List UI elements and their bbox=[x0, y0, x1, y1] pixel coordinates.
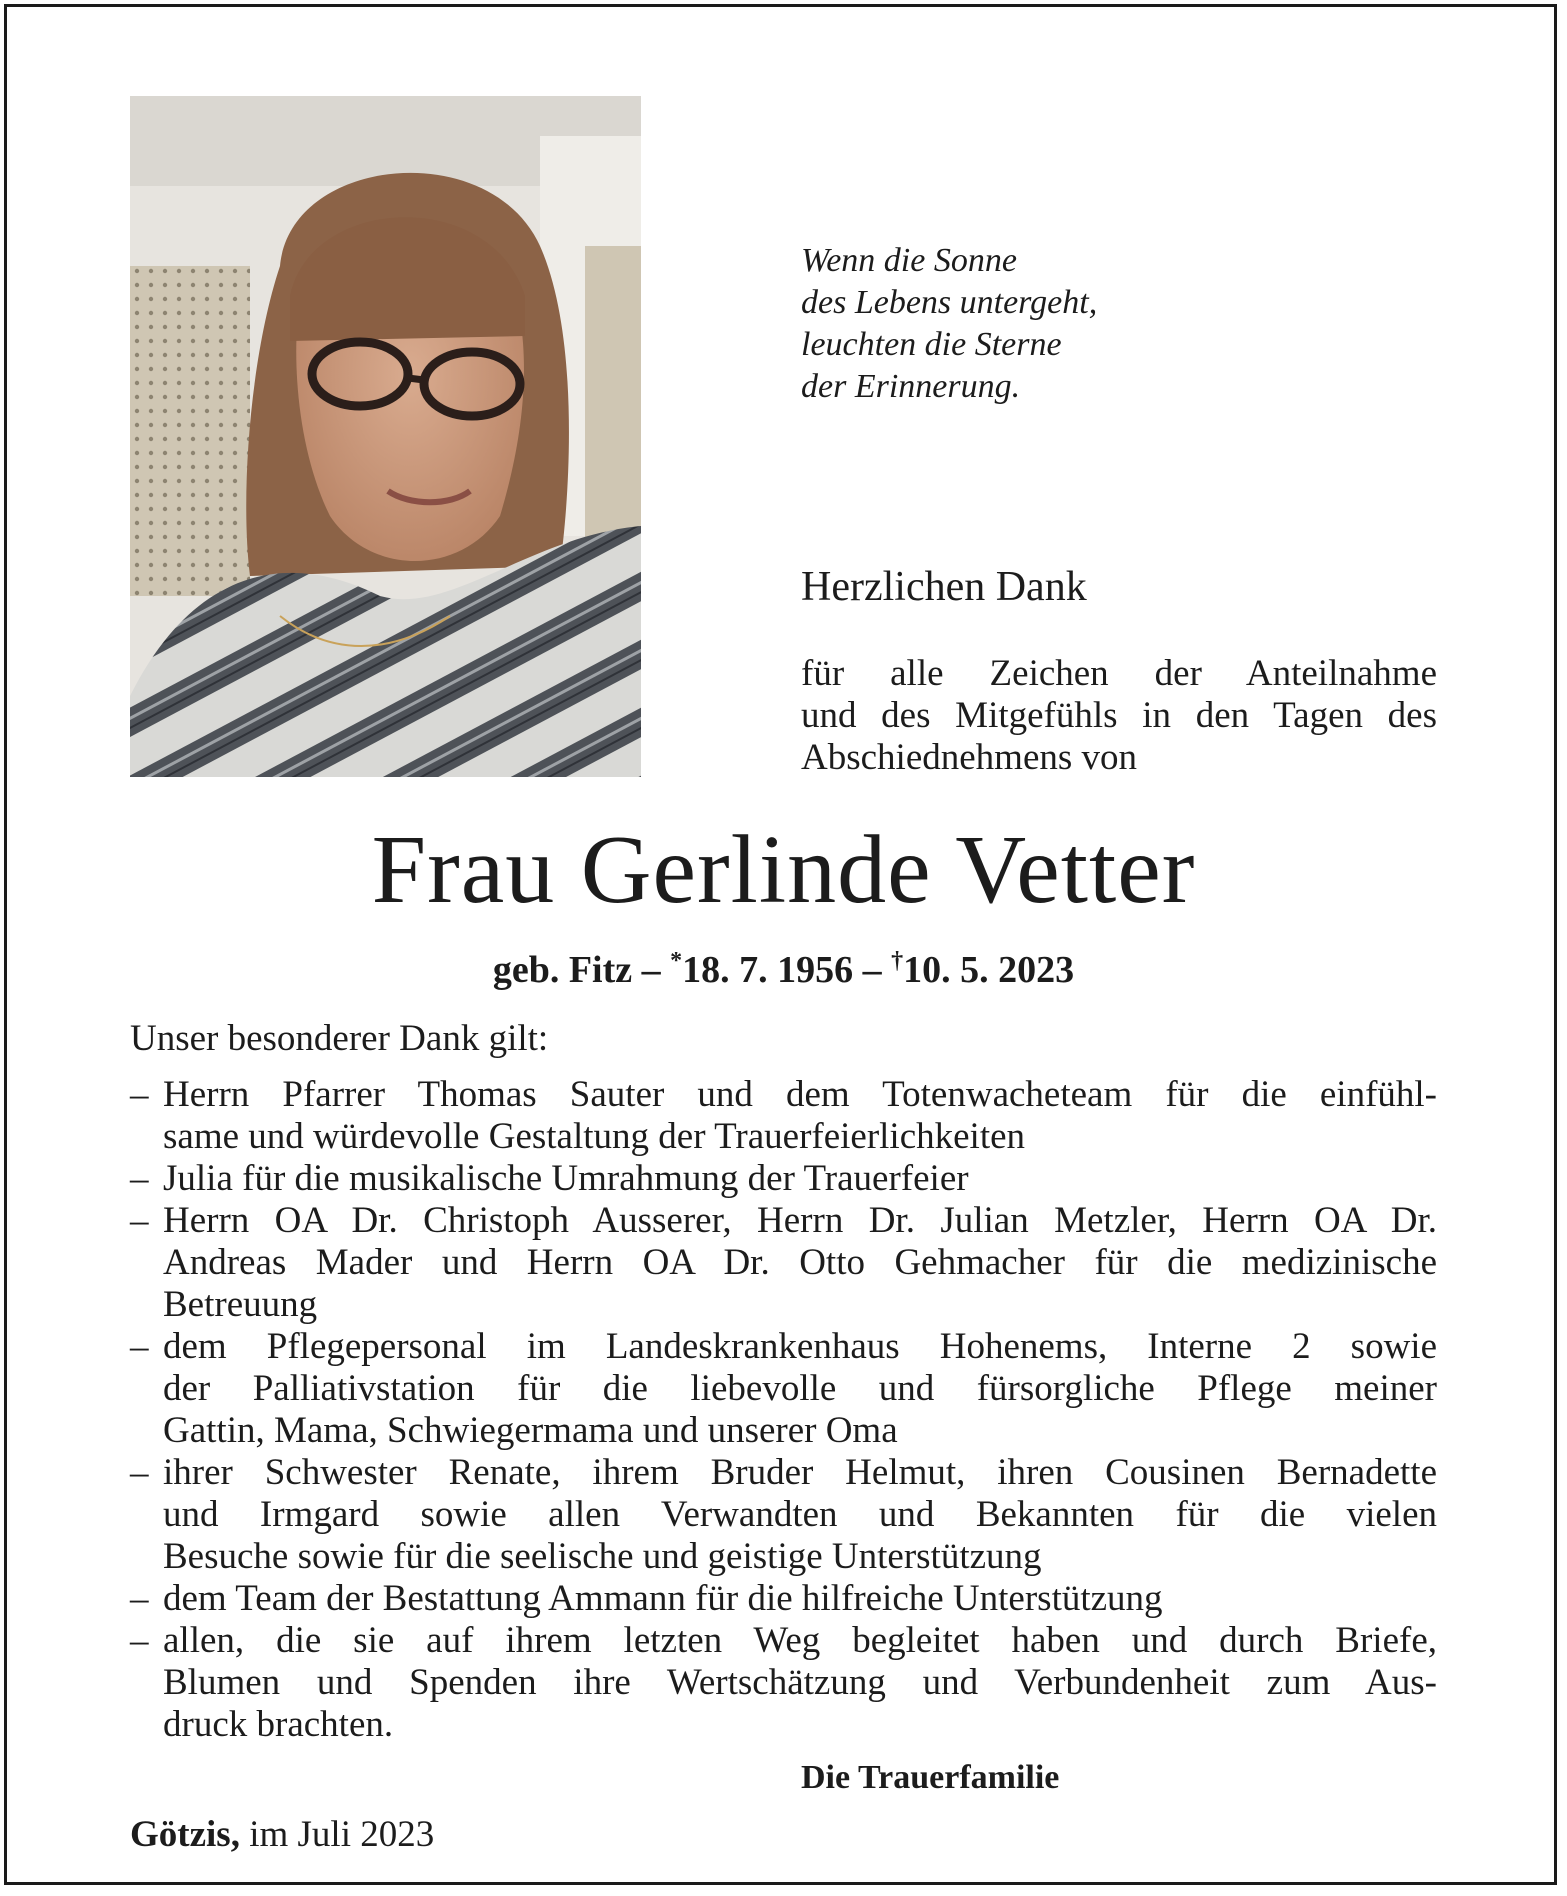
died-symbol: † bbox=[891, 948, 904, 974]
gratitude-line: Julia für die musikalische Umrahmung der Trauerfeier bbox=[163, 1158, 969, 1199]
gratitude-line: dem Team der Bestattung Ammann für die hilfreiche Unterstützung bbox=[163, 1578, 1163, 1619]
list-dash: – bbox=[130, 1326, 149, 1367]
intro-line: und des Mitgefühls in den Tagen des bbox=[801, 695, 1437, 736]
death-date: 10. 5. 2023 bbox=[903, 949, 1075, 991]
gratitude-item bbox=[130, 1074, 1437, 1158]
gratitude-line: Andreas Mader und Herrn OA Dr. Otto Gehmacher für die medizinische bbox=[163, 1242, 1437, 1283]
portrait-photo bbox=[130, 96, 641, 777]
deceased-name: Frau Gerlinde Vetter bbox=[371, 816, 1196, 924]
intro-line: Abschiednehmens von bbox=[801, 737, 1138, 778]
list-dash: – bbox=[130, 1158, 149, 1199]
gratitude-item bbox=[130, 1200, 1437, 1326]
gratitude-item bbox=[130, 1326, 1437, 1452]
list-dash: – bbox=[130, 1074, 149, 1115]
gratitude-line: Herrn OA Dr. Christoph Ausserer, Herrn Dr. Julian Metzler, Herrn OA Dr. bbox=[163, 1200, 1437, 1241]
gratitude-item bbox=[130, 1158, 1437, 1200]
quote-line: Wenn die Sonne bbox=[801, 242, 1017, 279]
place-date bbox=[130, 1813, 434, 1857]
gratitude-line: der Palliativstation für die liebevolle und fürsorgliche Pflege meiner bbox=[163, 1368, 1437, 1409]
maiden-name: geb. Fitz bbox=[492, 949, 633, 991]
memorial-quote bbox=[801, 240, 1097, 408]
gratitude-intro: Unser besonderer Dank gilt: bbox=[130, 1018, 549, 1059]
gratitude-item bbox=[130, 1578, 1437, 1620]
list-dash: – bbox=[130, 1620, 149, 1661]
thanks-intro bbox=[801, 653, 1437, 779]
date: im Juli 2023 bbox=[249, 1814, 435, 1855]
gratitude-list bbox=[130, 1074, 1437, 1746]
gratitude-line: Besuche sowie für die seelische und geistige Unterstützung bbox=[163, 1536, 1042, 1577]
quote-line: des Lebens untergeht, bbox=[801, 284, 1098, 321]
life-dates bbox=[0, 938, 1567, 993]
birth-date: 18. 7. 1956 bbox=[682, 949, 854, 991]
gratitude-line: Betreuung bbox=[163, 1284, 318, 1325]
list-dash: – bbox=[130, 1200, 149, 1241]
thanks-heading: Herzlichen Dank bbox=[801, 564, 1087, 610]
gratitude-line: Herrn Pfarrer Thomas Sauter und dem Totenwacheteam für die einfühl- bbox=[163, 1074, 1437, 1115]
gratitude-line: dem Pflegepersonal im Landeskrankenhaus Hohenems, Interne 2 sowie bbox=[163, 1326, 1437, 1367]
signature: Die Trauerfamilie bbox=[801, 1759, 1060, 1796]
gratitude-line: druck brachten. bbox=[163, 1704, 394, 1745]
intro-line: für alle Zeichen der Anteilnahme bbox=[801, 653, 1437, 694]
quote-line: der Erinnerung. bbox=[801, 368, 1021, 405]
gratitude-line: allen, die sie auf ihrem letzten Weg begleitet haben und durch Briefe, bbox=[163, 1620, 1437, 1661]
born-symbol: * bbox=[670, 948, 683, 974]
gratitude-line: same und würdevolle Gestaltung der Trauerfeierlichkeiten bbox=[163, 1116, 1026, 1157]
gratitude-item bbox=[130, 1620, 1437, 1746]
list-dash: – bbox=[130, 1578, 149, 1619]
separator: – bbox=[862, 949, 882, 991]
gratitude-line: und Irmgard sowie allen Verwandten und Bekannten für die vielen bbox=[163, 1494, 1437, 1535]
gratitude-item bbox=[130, 1452, 1437, 1578]
separator: – bbox=[641, 949, 661, 991]
place: Götzis, bbox=[130, 1814, 240, 1855]
gratitude-line: Gattin, Mama, Schwiegermama und unserer Oma bbox=[163, 1410, 898, 1451]
gratitude-line: Blumen und Spenden ihre Wertschätzung und Verbundenheit zum Aus- bbox=[163, 1662, 1437, 1703]
gratitude-line: ihrer Schwester Renate, ihrem Bruder Helmut, ihren Cousinen Bernadette bbox=[163, 1452, 1437, 1493]
list-dash: – bbox=[130, 1452, 149, 1493]
quote-line: leuchten die Sterne bbox=[801, 326, 1062, 363]
